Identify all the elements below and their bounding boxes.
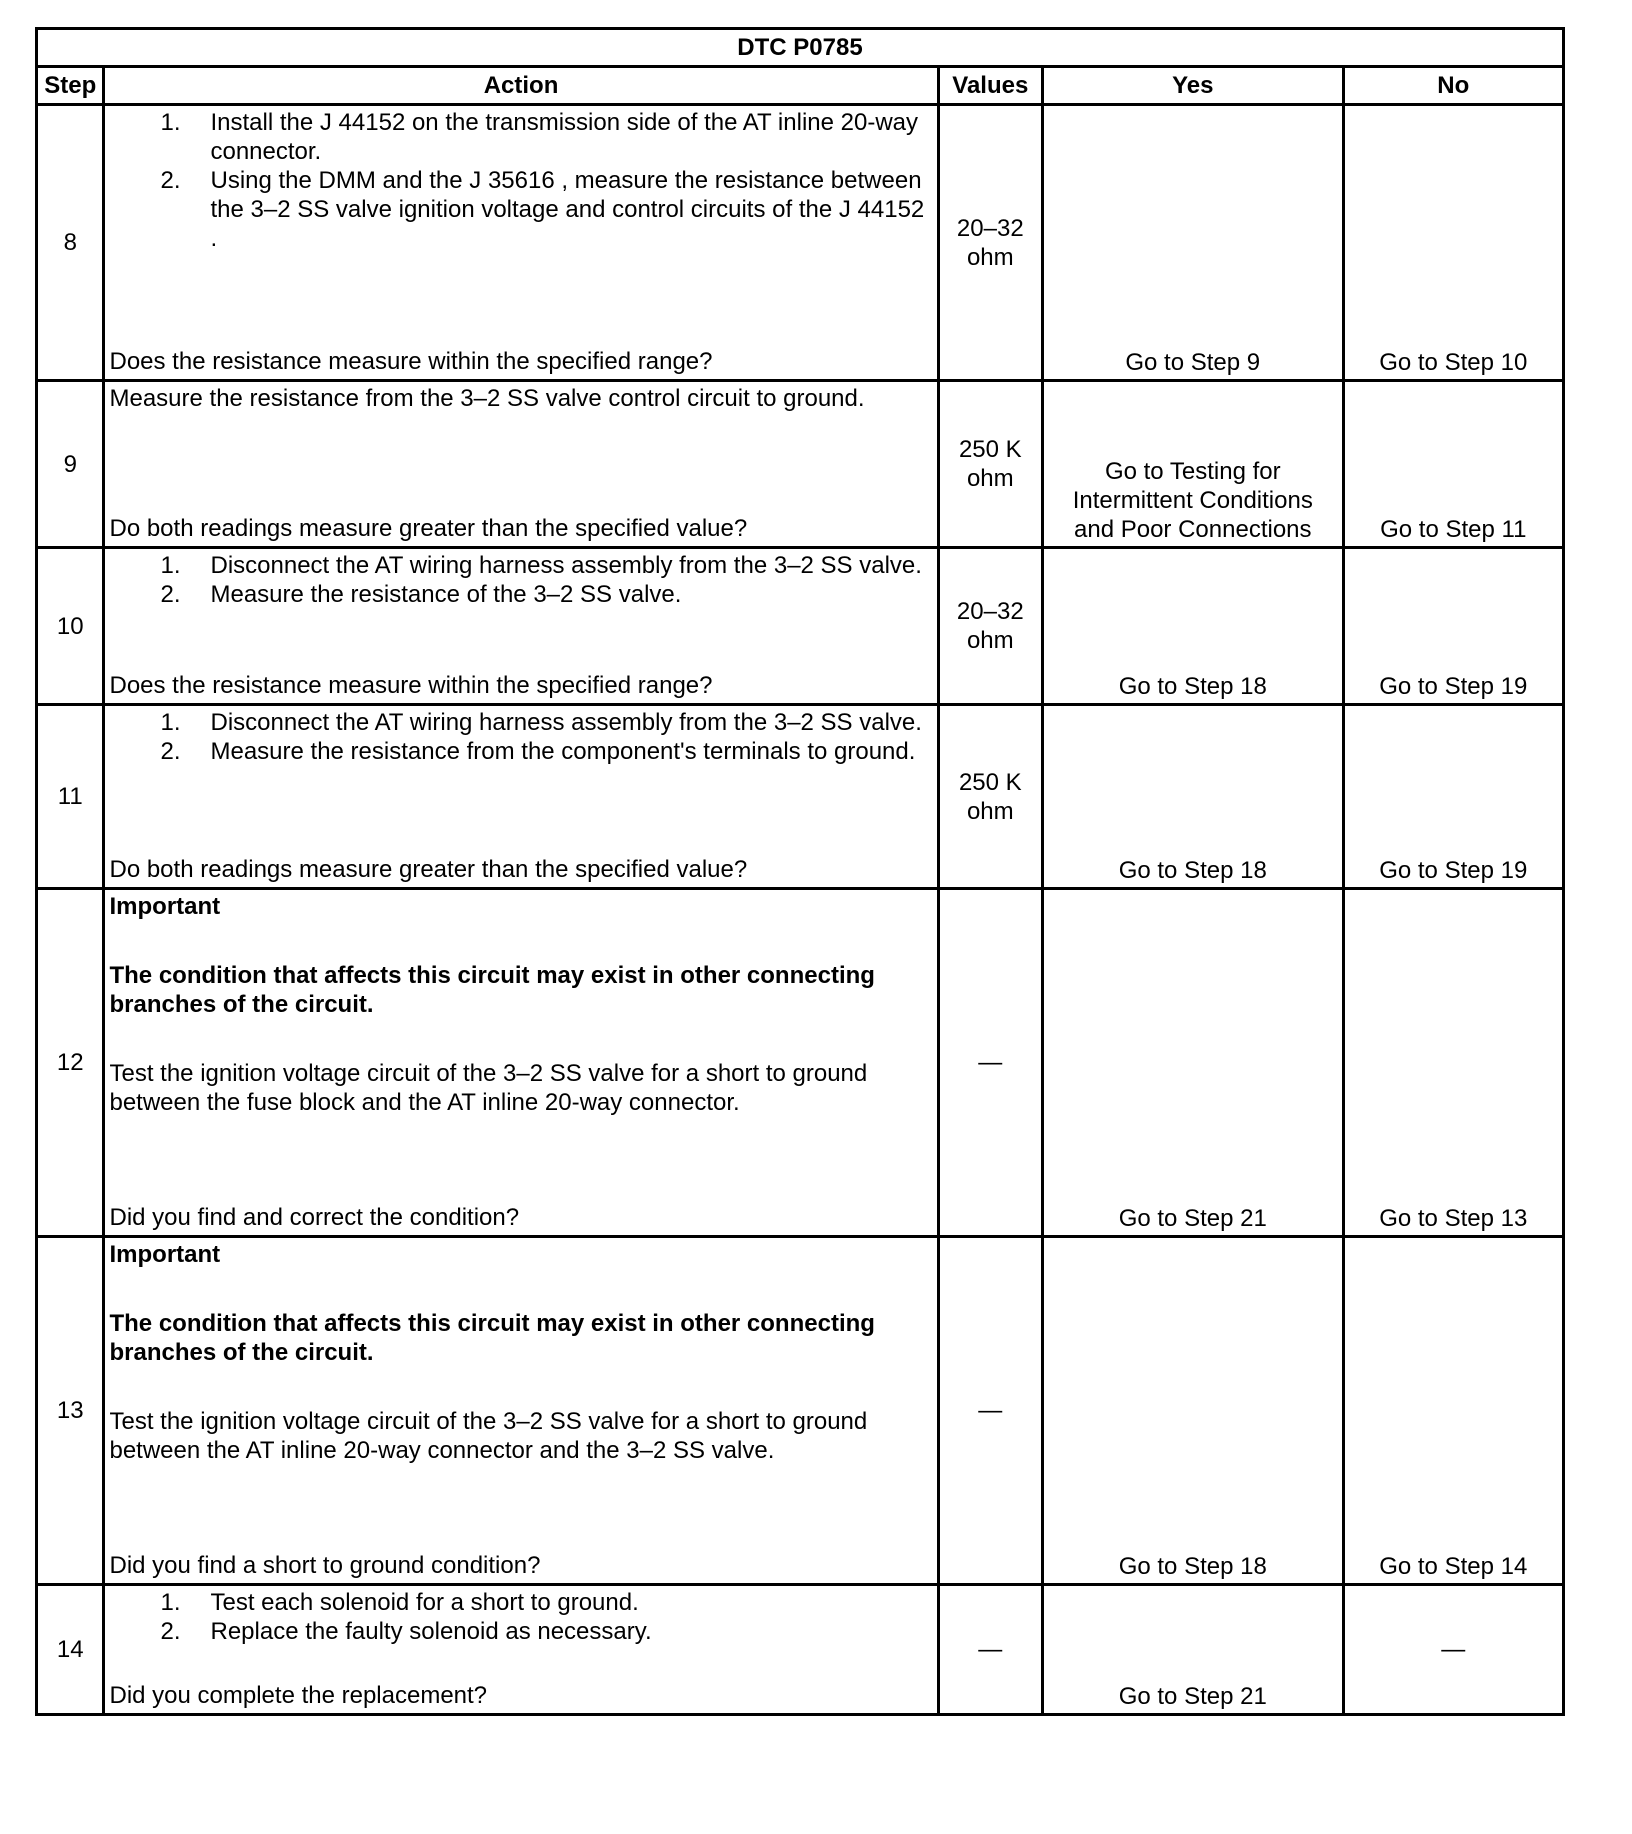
action-cell xyxy=(104,705,938,889)
list-item: 2. Measure the resistance from the component's terminals to ground. xyxy=(160,738,916,765)
question-text: Does the resistance measure within the specified range? xyxy=(109,672,713,699)
list-item: 2. Replace the faulty solenoid as necessary. xyxy=(160,1618,652,1645)
list-item: 2. Measure the resistance of the 3–2 SS valve. xyxy=(160,581,682,608)
question-text: Did you find a short to ground condition? xyxy=(109,1552,541,1579)
values-cell: — xyxy=(938,889,1042,1237)
action-cell xyxy=(104,548,938,705)
header-no: No xyxy=(1343,67,1563,105)
header-yes: Yes xyxy=(1043,67,1344,105)
table-row xyxy=(37,1585,1564,1715)
yes-cell: Go to Testing for Intermittent Conditions and Poor Connections xyxy=(1043,381,1344,548)
no-cell: Go to Step 14 xyxy=(1343,1237,1563,1585)
header-step: Step xyxy=(37,67,104,105)
action-cell xyxy=(104,1585,938,1715)
instruction-list xyxy=(109,1588,930,1646)
step-number: 9 xyxy=(37,381,104,548)
no-cell: — xyxy=(1343,1585,1563,1715)
instruction-text: Test the ignition voltage circuit of the 3–2 SS valve for a short to ground between the fuse block and the AT inline 20-way connector. xyxy=(109,1060,868,1116)
step-number: 10 xyxy=(37,548,104,705)
list-item: 1. Disconnect the AT wiring harness assembly from the 3–2 SS valve. xyxy=(160,709,922,736)
header-values: Values xyxy=(938,67,1042,105)
table-row xyxy=(37,381,1564,548)
table-row xyxy=(37,105,1564,381)
table-row xyxy=(37,548,1564,705)
table-row xyxy=(37,1237,1564,1585)
yes-cell: Go to Step 21 xyxy=(1043,889,1344,1237)
table-row xyxy=(37,705,1564,889)
values-cell: 250 K ohm xyxy=(938,705,1042,889)
step-number: 14 xyxy=(37,1585,104,1715)
yes-cell: Go to Step 9 xyxy=(1043,105,1344,381)
yes-cell: Go to Step 18 xyxy=(1043,1237,1344,1585)
list-item: 1. Disconnect the AT wiring harness assembly from the 3–2 SS valve. xyxy=(160,552,922,579)
list-item: 1. Install the J 44152 on the transmission side of the AT inline 20-way connector. xyxy=(160,109,919,165)
instruction-list xyxy=(109,551,930,609)
values-cell: 20–32 ohm xyxy=(938,105,1042,381)
question-text: Did you complete the replacement? xyxy=(109,1682,488,1709)
step-number: 13 xyxy=(37,1237,104,1585)
header-row xyxy=(37,67,1564,105)
question-text: Do both readings measure greater than the specified value? xyxy=(109,856,748,883)
dtc-table xyxy=(35,27,1565,1716)
question-text: Did you find and correct the condition? xyxy=(109,1204,520,1231)
values-cell: 250 K ohm xyxy=(938,381,1042,548)
no-cell: Go to Step 10 xyxy=(1343,105,1563,381)
table-row xyxy=(37,889,1564,1237)
important-label: Important xyxy=(109,1241,221,1268)
instruction-text: Test the ignition voltage circuit of the 3–2 SS valve for a short to ground between the AT inline 20-way connector and the 3–2 SS valve. xyxy=(109,1408,868,1464)
question-text: Do both readings measure greater than the specified value? xyxy=(109,515,748,542)
yes-cell: Go to Step 18 xyxy=(1043,705,1344,889)
step-number: 8 xyxy=(37,105,104,381)
no-cell: Go to Step 19 xyxy=(1343,548,1563,705)
step-number: 11 xyxy=(37,705,104,889)
values-cell: — xyxy=(938,1585,1042,1715)
important-label: Important xyxy=(109,893,221,920)
list-item: 1. Test each solenoid for a short to ground. xyxy=(160,1589,639,1616)
yes-cell: Go to Step 18 xyxy=(1043,548,1344,705)
instruction-text: Measure the resistance from the 3–2 SS valve control circuit to ground. xyxy=(109,385,865,412)
values-cell: — xyxy=(938,1237,1042,1585)
step-number: 12 xyxy=(37,889,104,1237)
action-cell xyxy=(104,1237,938,1585)
title-row xyxy=(37,29,1564,67)
action-cell xyxy=(104,889,938,1237)
table-title: DTC P0785 xyxy=(37,29,1564,67)
action-cell xyxy=(104,381,938,548)
no-cell: Go to Step 11 xyxy=(1343,381,1563,548)
important-note: The condition that affects this circuit may exist in other connecting branches of the circuit. xyxy=(109,962,875,1018)
instruction-list xyxy=(109,708,930,766)
yes-cell: Go to Step 21 xyxy=(1043,1585,1344,1715)
header-action: Action xyxy=(104,67,938,105)
important-note: The condition that affects this circuit may exist in other connecting branches of the circuit. xyxy=(109,1310,875,1366)
no-cell: Go to Step 19 xyxy=(1343,705,1563,889)
question-text: Does the resistance measure within the specified range? xyxy=(109,348,713,375)
instruction-list xyxy=(109,108,930,253)
action-cell xyxy=(104,105,938,381)
values-cell: 20–32 ohm xyxy=(938,548,1042,705)
no-cell: Go to Step 13 xyxy=(1343,889,1563,1237)
list-item: 2. Using the DMM and the J 35616 , measure the resistance between the 3–2 SS valve ignition voltage and control circuits of the J 44152 . xyxy=(160,167,925,252)
